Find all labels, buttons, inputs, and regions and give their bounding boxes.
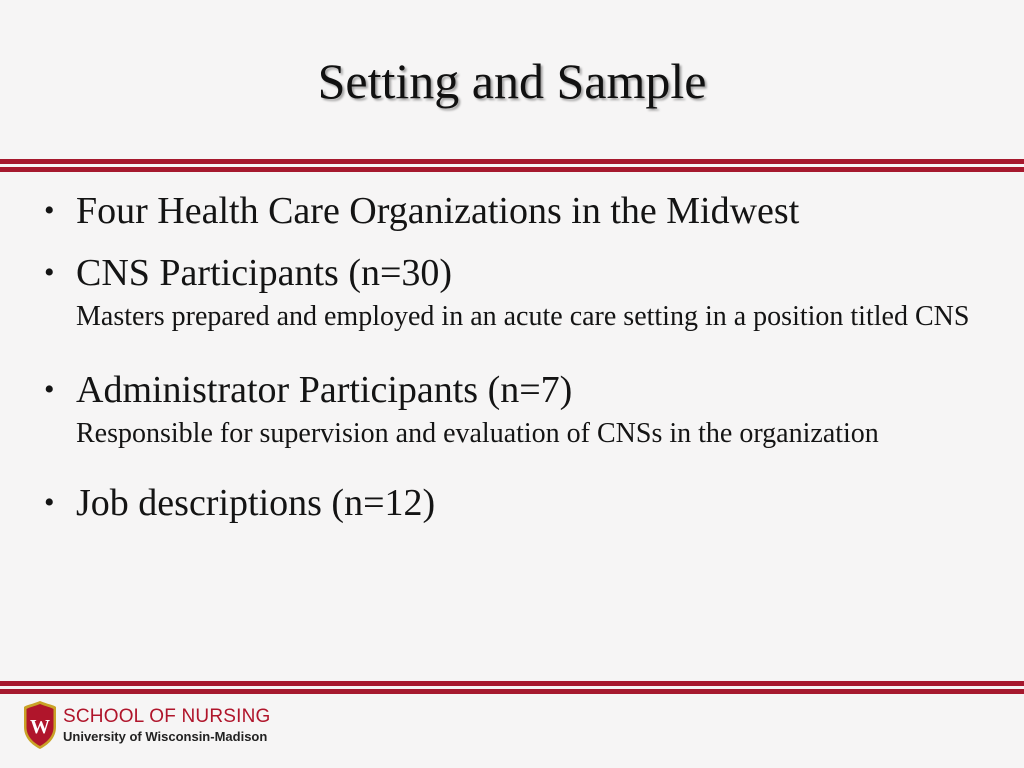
bullet-marker: • (44, 373, 55, 406)
bullet-text: CNS Participants (n=30) (76, 252, 453, 294)
bullet-marker: • (44, 194, 55, 227)
bullet-subtext: Responsible for supervision and evaluation of CNSs in the organization (76, 418, 879, 449)
top-divider (0, 159, 1024, 172)
bullet-subtext: Masters prepared and employed in an acute care setting in a position titled CNS (76, 301, 970, 332)
bullet-text: Job descriptions (n=12) (76, 482, 436, 524)
bullet-text: Four Health Care Organizations in the Midwest (76, 190, 800, 232)
bottom-divider (0, 681, 1024, 694)
school-name: SCHOOL OF NURSING (63, 705, 271, 727)
university-name: University of Wisconsin-Madison (63, 728, 268, 744)
crest-letter: W (30, 716, 50, 738)
bullet-item (44, 478, 1004, 528)
bullet-item (44, 248, 1004, 337)
bullet-text: Administrator Participants (n=7) (76, 369, 573, 411)
bullet-marker: • (44, 486, 55, 519)
bullet-item (44, 186, 1004, 236)
uw-crest-icon (23, 700, 57, 750)
bullet-list (44, 186, 1004, 554)
school-logo (23, 700, 271, 750)
bullet-item (44, 365, 1004, 454)
slide-title: Setting and Sample (317, 53, 707, 109)
bullet-marker: • (44, 256, 55, 289)
